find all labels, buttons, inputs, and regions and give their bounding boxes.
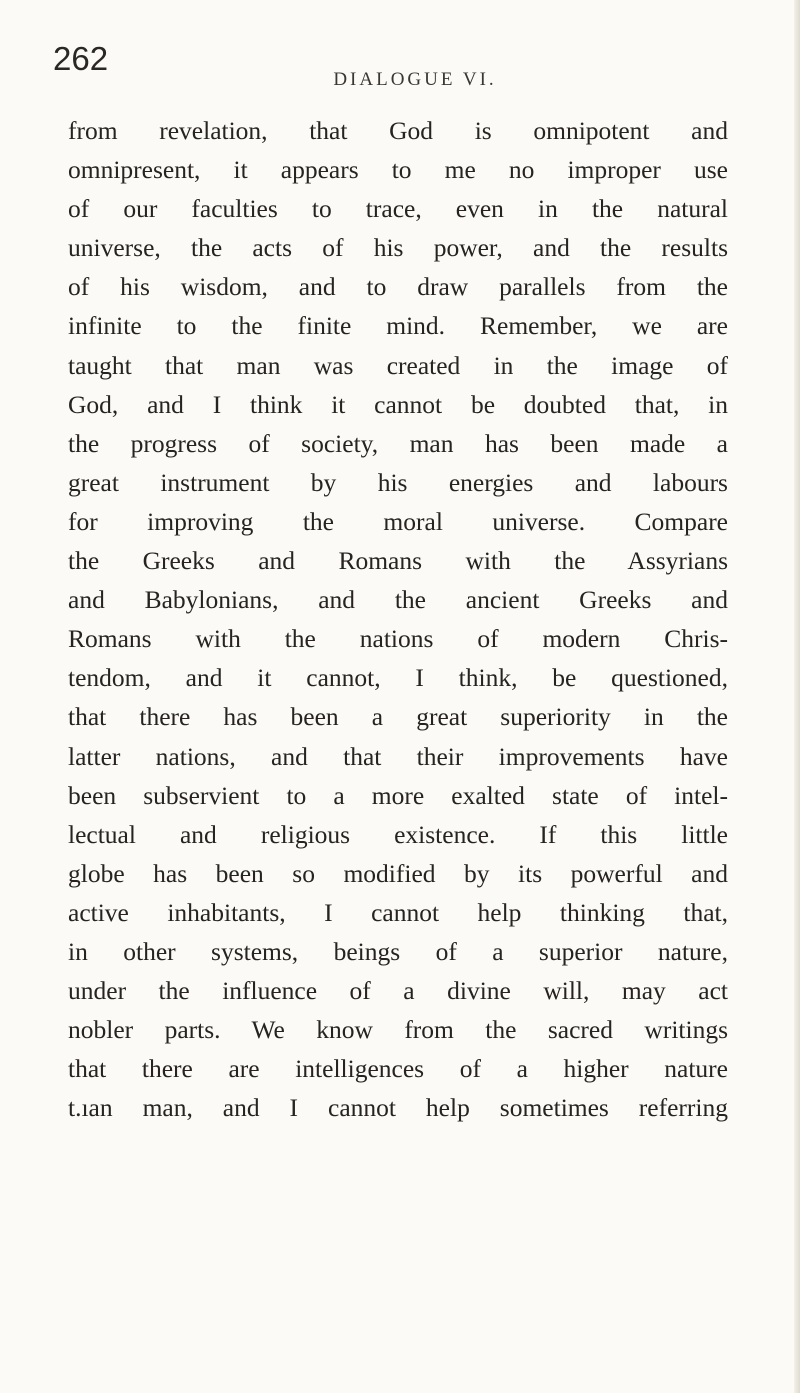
text-line: for improving the moral universe. Compare [68,506,728,536]
text-line: and Babylonians, and the ancient Greeks and [68,585,728,615]
text-line: active inhabitants, I cannot help thinking that, [68,897,728,927]
body-text [68,111,728,1127]
text-line: the progress of society, man has been made a [68,428,728,458]
text-line: tendom, and it cannot, I think, be questioned, [68,663,728,693]
page-edge [794,0,800,1393]
text-line: of our faculties to trace, even in the natural [68,194,728,224]
text-line: been subservient to a more exalted state of intel- [68,780,728,810]
text-line: latter nations, and that their improvements have [68,741,728,771]
text-line: the Greeks and Romans with the Assyrians [68,546,728,576]
text-line: globe has been so modified by its powerful and [68,858,728,888]
running-head [0,70,800,89]
text-line: universe, the acts of his power, and the results [68,233,728,263]
text-line: great instrument by his energies and labours [68,467,728,497]
text-line: infinite to the finite mind. Remember, we are [68,311,728,341]
text-line: nobler parts. We know from the sacred writings [68,1015,728,1045]
text-line: that there are intelligences of a higher nature [68,1054,728,1084]
text-line: in other systems, beings of a superior nature, [68,936,728,966]
text-line: that there has been a great superiority in the [68,702,728,732]
text-line: under the influence of a divine will, may act [68,976,728,1006]
running-head-text: DIALOGUE VI. [333,69,497,90]
page-number: 262 [53,40,109,77]
text-line: God, and I think it cannot be doubted that, in [68,389,728,419]
text-line: lectual and religious existence. If this little [68,819,728,849]
text-line: taught that man was created in the image of [68,350,728,380]
text-line: Romans with the nations of modern Chris- [68,624,728,654]
text-line: of his wisdom, and to draw parallels from the [68,272,728,302]
text-line: t.ıan man, and I cannot help sometimes referring [68,1093,728,1123]
text-line: omnipresent, it appears to me no improper use [68,155,728,185]
text-line: from revelation, that God is omnipotent and [68,116,728,145]
